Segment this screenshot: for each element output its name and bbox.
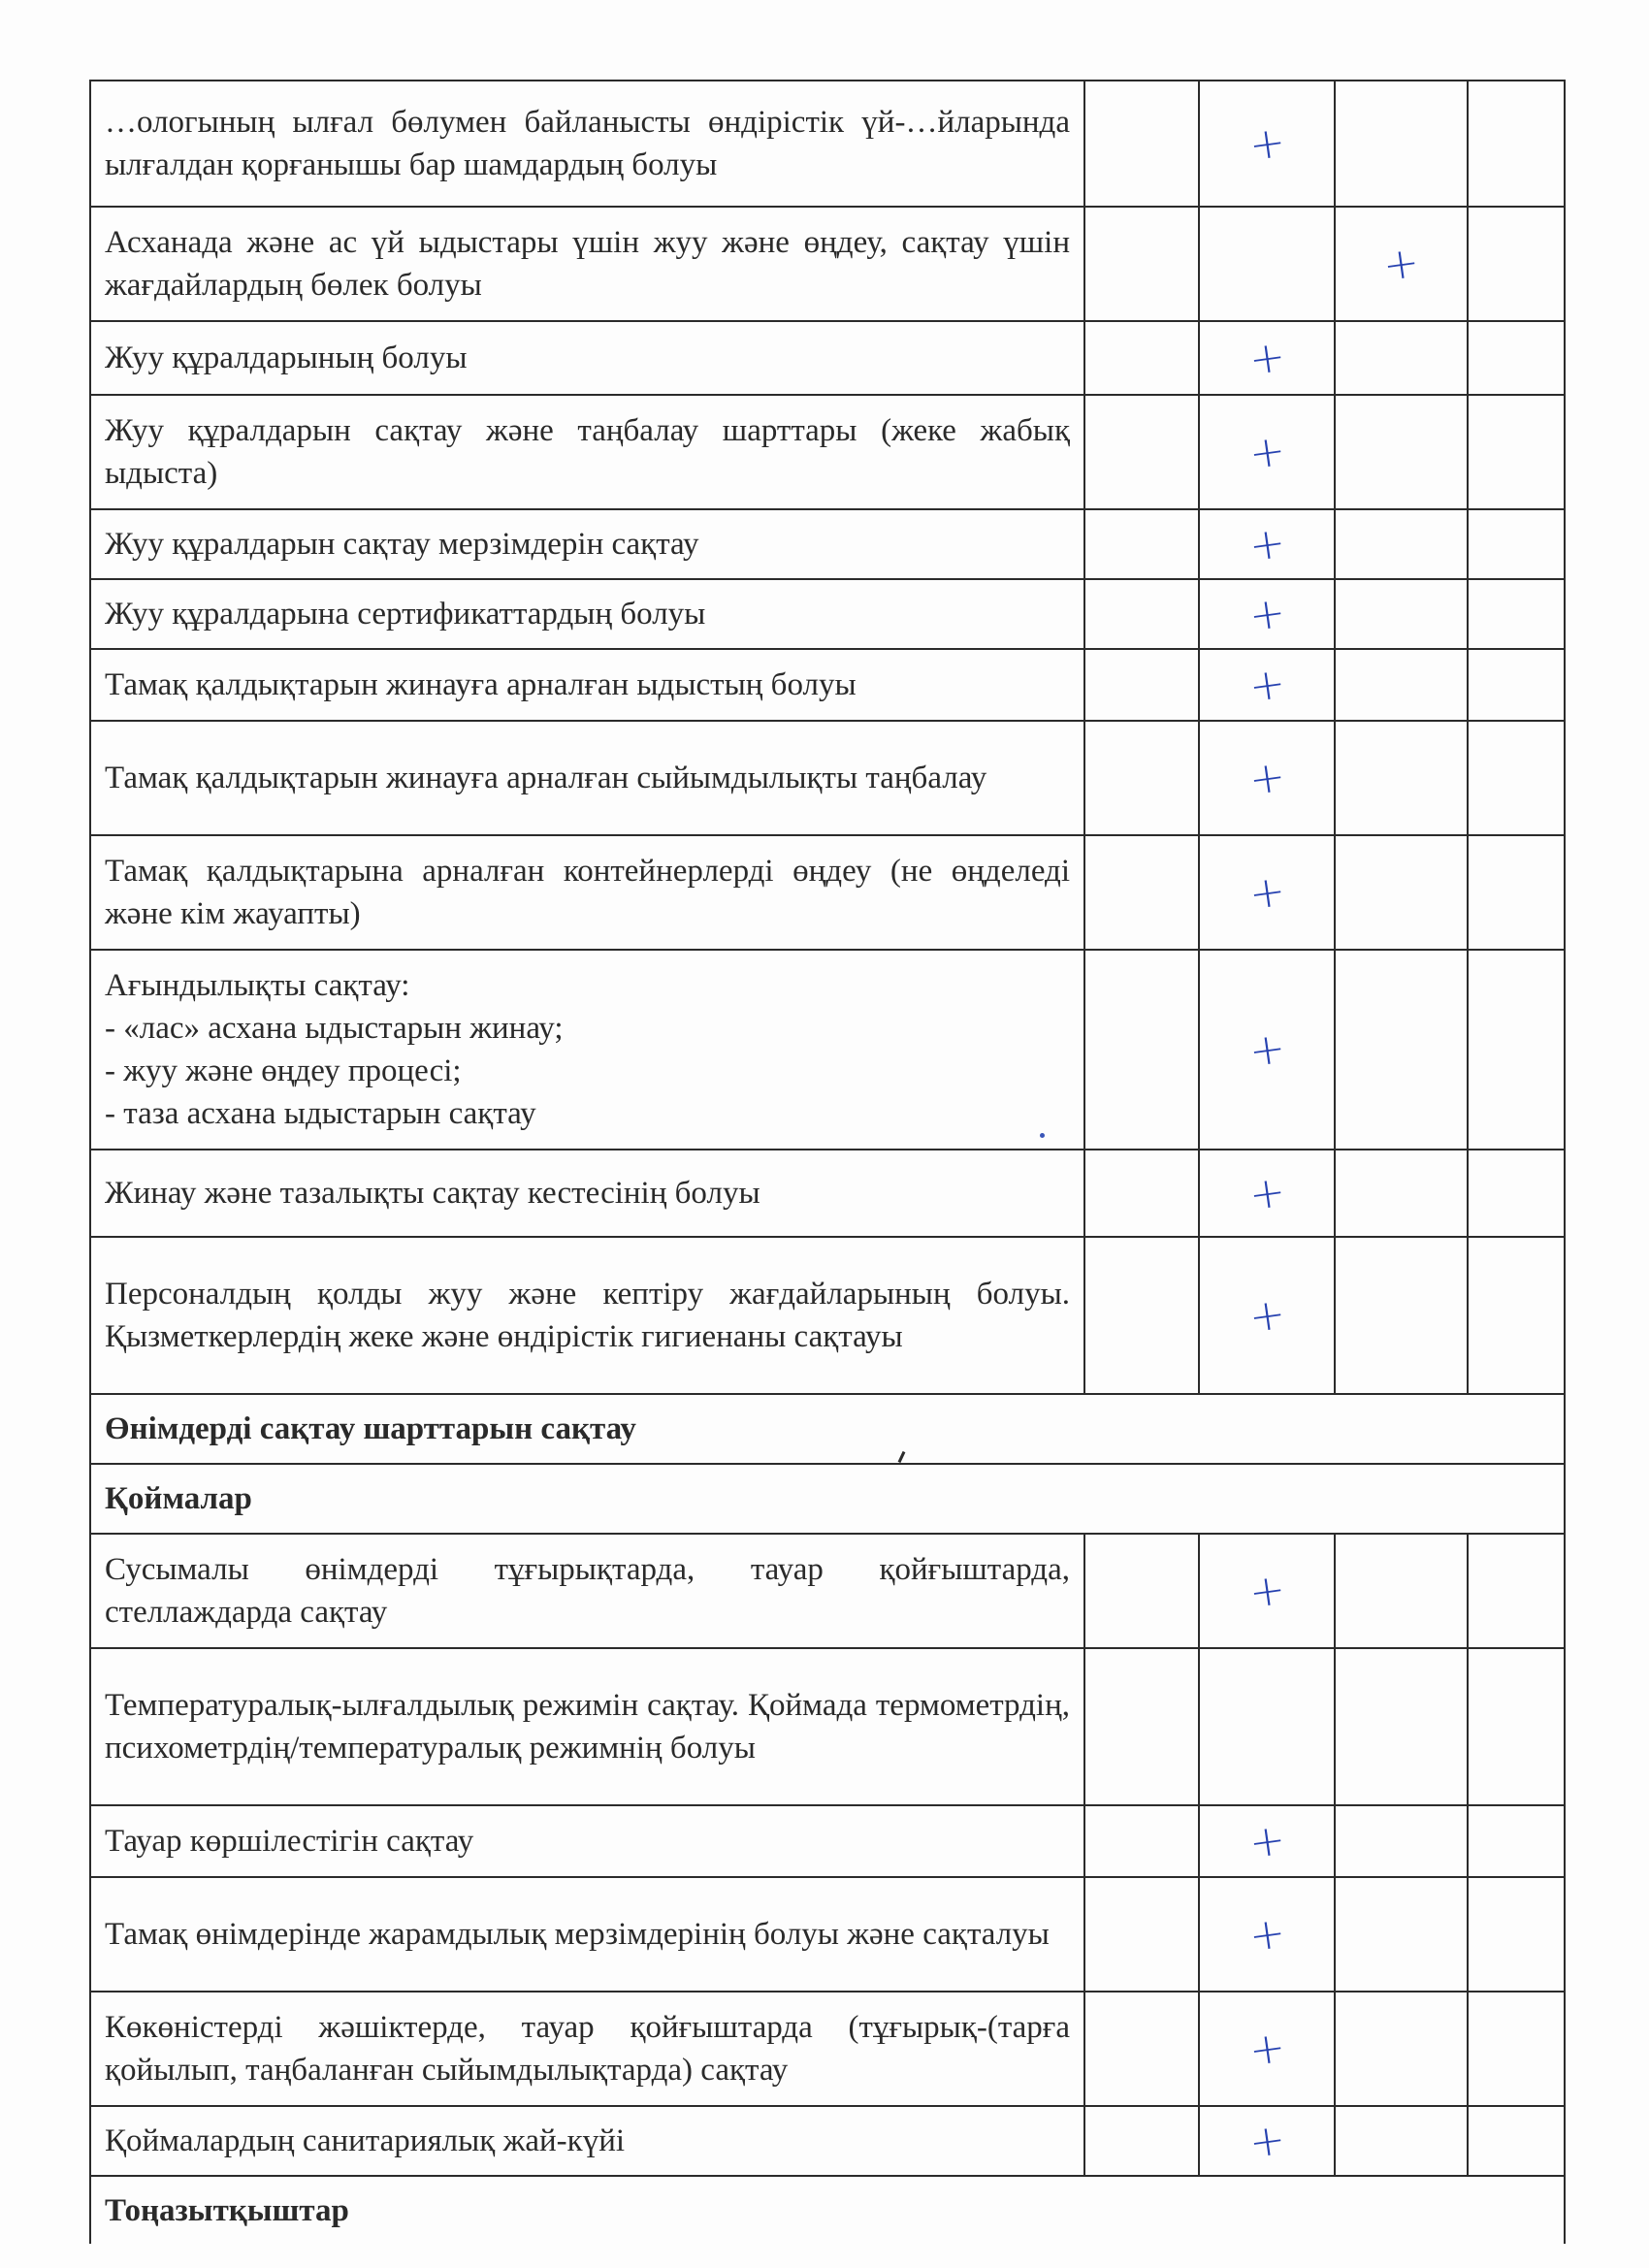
checklist-row — [90, 81, 1565, 207]
criterion-text: Персоналдың қолды жуу және кептіру жағдайларының болуы. Қызметкерлердің жеке және өндірістік гигиенаны сақтауы — [90, 1237, 1084, 1394]
section-heading-storage: Өнімдерді сақтау шарттарын сақтау — [90, 1394, 1565, 1464]
criterion-text: Сусымалы өнімдерді тұғырықтарда, тауар қойғыштарда, стеллаждарда сақтау — [90, 1534, 1084, 1648]
mark-cell-col3 — [1335, 81, 1468, 207]
mark-cell-col1 — [1084, 1805, 1199, 1877]
mark-cell-col1 — [1084, 81, 1199, 207]
checklist-row — [90, 721, 1565, 835]
handwritten-plus-mark: + — [1245, 2114, 1288, 2168]
handwritten-plus-mark: + — [1245, 658, 1288, 712]
mark-cell-col4 — [1468, 395, 1565, 509]
mark-cell-col3 — [1335, 321, 1468, 395]
checklist-row — [90, 1150, 1565, 1237]
mark-cell-col4 — [1468, 321, 1565, 395]
mark-cell-col1 — [1084, 509, 1199, 579]
mark-cell-col4 — [1468, 207, 1565, 321]
mark-cell-col1 — [1084, 2106, 1199, 2176]
checklist-row — [90, 835, 1565, 950]
mark-cell-col2 — [1199, 81, 1335, 207]
subsection-heading-fridges: Тоңазытқыштар — [90, 2176, 1565, 2244]
checklist-row — [90, 579, 1565, 649]
mark-cell-col2 — [1199, 721, 1335, 835]
mark-cell-col3 — [1335, 1805, 1468, 1877]
mark-cell-col4 — [1468, 950, 1565, 1150]
handwritten-plus-mark: + — [1245, 425, 1288, 479]
mark-cell-col3 — [1335, 395, 1468, 509]
mark-cell-col3 — [1335, 579, 1468, 649]
mark-cell-col3 — [1335, 721, 1468, 835]
mark-cell-col1 — [1084, 579, 1199, 649]
mark-cell-col1 — [1084, 721, 1199, 835]
criterion-text: Жуу құралдарын сақтау мерзімдерін сақтау — [90, 509, 1084, 579]
mark-cell-col2 — [1199, 207, 1335, 321]
checklist-row — [90, 1805, 1565, 1877]
handwritten-plus-mark: + — [1245, 1288, 1288, 1343]
handwritten-plus-mark: + — [1245, 587, 1288, 641]
criterion-text: Ағындылықты сақтау: - «лас» асхана ыдыстарын жинау; - жуу және өңдеу процесі; - таза асхана ыдыстарын сақтау — [90, 950, 1084, 1150]
mark-cell-col1 — [1084, 1648, 1199, 1805]
criterion-text: Асханада және ас үй ыдыстары үшін жуу және өңдеу, сақтау үшін жағдайлардың бөлек болуы — [90, 207, 1084, 321]
mark-cell-col1 — [1084, 1992, 1199, 2106]
handwritten-plus-mark: + — [1245, 1166, 1288, 1220]
mark-cell-col2 — [1199, 649, 1335, 721]
checklist-row — [90, 509, 1565, 579]
mark-cell-col2 — [1199, 1150, 1335, 1237]
mark-cell-col1 — [1084, 1534, 1199, 1648]
mark-cell-col3 — [1335, 2106, 1468, 2176]
checklist-row — [90, 1237, 1565, 1394]
mark-cell-col2 — [1199, 2106, 1335, 2176]
mark-cell-col2 — [1199, 1877, 1335, 1992]
mark-cell-col4 — [1468, 579, 1565, 649]
handwritten-plus-mark: + — [1245, 1907, 1288, 1961]
checklist-row — [90, 395, 1565, 509]
mark-cell-col4 — [1468, 1992, 1565, 2106]
handwritten-plus-mark: + — [1245, 751, 1288, 805]
mark-cell-col3 — [1335, 835, 1468, 950]
handwritten-plus-mark: + — [1245, 1814, 1288, 1868]
mark-cell-col1 — [1084, 1150, 1199, 1237]
mark-cell-col2 — [1199, 1534, 1335, 1648]
handwritten-plus-mark: + — [1245, 1564, 1288, 1618]
mark-cell-col1 — [1084, 321, 1199, 395]
mark-cell-col3 — [1335, 509, 1468, 579]
mark-cell-col4 — [1468, 1805, 1565, 1877]
handwritten-plus-mark: + — [1245, 1022, 1288, 1077]
mark-cell-col1 — [1084, 950, 1199, 1150]
criterion-text: Қоймалардың санитариялық жай-күйі — [90, 2106, 1084, 2176]
mark-cell-col3 — [1335, 1150, 1468, 1237]
section-row — [90, 1394, 1565, 1464]
mark-cell-col4 — [1468, 2106, 1565, 2176]
mark-cell-col2 — [1199, 579, 1335, 649]
criterion-text: Тамақ қалдықтарына арналған контейнерлерді өңдеу (не өңделеді және кім жауапты) — [90, 835, 1084, 950]
mark-cell-col3 — [1335, 1992, 1468, 2106]
ink-speck — [1040, 1133, 1045, 1138]
criterion-text: Тамақ өнімдерінде жарамдылық мерзімдерінің болуы және сақталуы — [90, 1877, 1084, 1992]
mark-cell-col1 — [1084, 395, 1199, 509]
mark-cell-col2 — [1199, 1648, 1335, 1805]
mark-cell-col2 — [1199, 1805, 1335, 1877]
checklist-row — [90, 1877, 1565, 1992]
mark-cell-col1 — [1084, 835, 1199, 950]
mark-cell-col1 — [1084, 1237, 1199, 1394]
handwritten-plus-mark: + — [1245, 116, 1288, 171]
mark-cell-col4 — [1468, 721, 1565, 835]
section-row — [90, 1464, 1565, 1534]
mark-cell-col2 — [1199, 395, 1335, 509]
mark-cell-col3 — [1335, 950, 1468, 1150]
handwritten-plus-mark: + — [1245, 865, 1288, 920]
mark-cell-col3 — [1335, 1877, 1468, 1992]
criterion-text: Тамақ қалдықтарын жинауға арналған ыдыстың болуы — [90, 649, 1084, 721]
mark-cell-col2 — [1199, 1237, 1335, 1394]
mark-cell-col4 — [1468, 1534, 1565, 1648]
mark-cell-col4 — [1468, 81, 1565, 207]
checklist-row — [90, 950, 1565, 1150]
handwritten-plus-mark: + — [1245, 517, 1288, 571]
inspection-checklist-table — [89, 80, 1566, 2244]
mark-cell-col2 — [1199, 509, 1335, 579]
checklist-row — [90, 207, 1565, 321]
mark-cell-col3 — [1335, 1237, 1468, 1394]
checklist-row — [90, 1992, 1565, 2106]
checklist-row — [90, 1534, 1565, 1648]
mark-cell-col4 — [1468, 835, 1565, 950]
criterion-text: Көкөністерді жәшіктерде, тауар қойғыштарда (тұғырық-(тарға қойылып, таңбаланған сыйымдылықтарда) сақтау — [90, 1992, 1084, 2106]
handwritten-plus-mark: + — [1379, 237, 1423, 291]
mark-cell-col4 — [1468, 1150, 1565, 1237]
criterion-text: Температуралық-ылғалдылық режимін сақтау. Қоймада термометрдің, психометрдің/температуралық режимнің болуы — [90, 1648, 1084, 1805]
checklist-row — [90, 1648, 1565, 1805]
criterion-text: Жинау және тазалықты сақтау кестесінің болуы — [90, 1150, 1084, 1237]
mark-cell-col2 — [1199, 835, 1335, 950]
handwritten-plus-mark: + — [1245, 331, 1288, 385]
criterion-text: Тауар көршілестігін сақтау — [90, 1805, 1084, 1877]
mark-cell-col4 — [1468, 649, 1565, 721]
handwritten-plus-mark: + — [1245, 2022, 1288, 2076]
mark-cell-col3 — [1335, 207, 1468, 321]
mark-cell-col4 — [1468, 1237, 1565, 1394]
criterion-text: …ологының ылғал бөлумен байланысты өндірістік үй-…йларында ылғалдан қорғанышы бар шамдардың болуы — [90, 81, 1084, 207]
mark-cell-col3 — [1335, 649, 1468, 721]
mark-cell-col4 — [1468, 509, 1565, 579]
mark-cell-col3 — [1335, 1534, 1468, 1648]
mark-cell-col1 — [1084, 1877, 1199, 1992]
criterion-text: Жуу құралдарын сақтау және таңбалау шарттары (жеке жабық ыдыста) — [90, 395, 1084, 509]
checklist-row — [90, 321, 1565, 395]
mark-cell-col2 — [1199, 1992, 1335, 2106]
criterion-text: Жуу құралдарына сертификаттардың болуы — [90, 579, 1084, 649]
criterion-text: Жуу құралдарының болуы — [90, 321, 1084, 395]
mark-cell-col3 — [1335, 1648, 1468, 1805]
checklist-row — [90, 2106, 1565, 2176]
section-row — [90, 2176, 1565, 2244]
criterion-text: Тамақ қалдықтарын жинауға арналған сыйымдылықты таңбалау — [90, 721, 1084, 835]
mark-cell-col1 — [1084, 649, 1199, 721]
mark-cell-col4 — [1468, 1648, 1565, 1805]
mark-cell-col4 — [1468, 1877, 1565, 1992]
subsection-heading-warehouses: Қоймалар — [90, 1464, 1565, 1534]
mark-cell-col1 — [1084, 207, 1199, 321]
mark-cell-col2 — [1199, 321, 1335, 395]
mark-cell-col2 — [1199, 950, 1335, 1150]
checklist-row — [90, 649, 1565, 721]
